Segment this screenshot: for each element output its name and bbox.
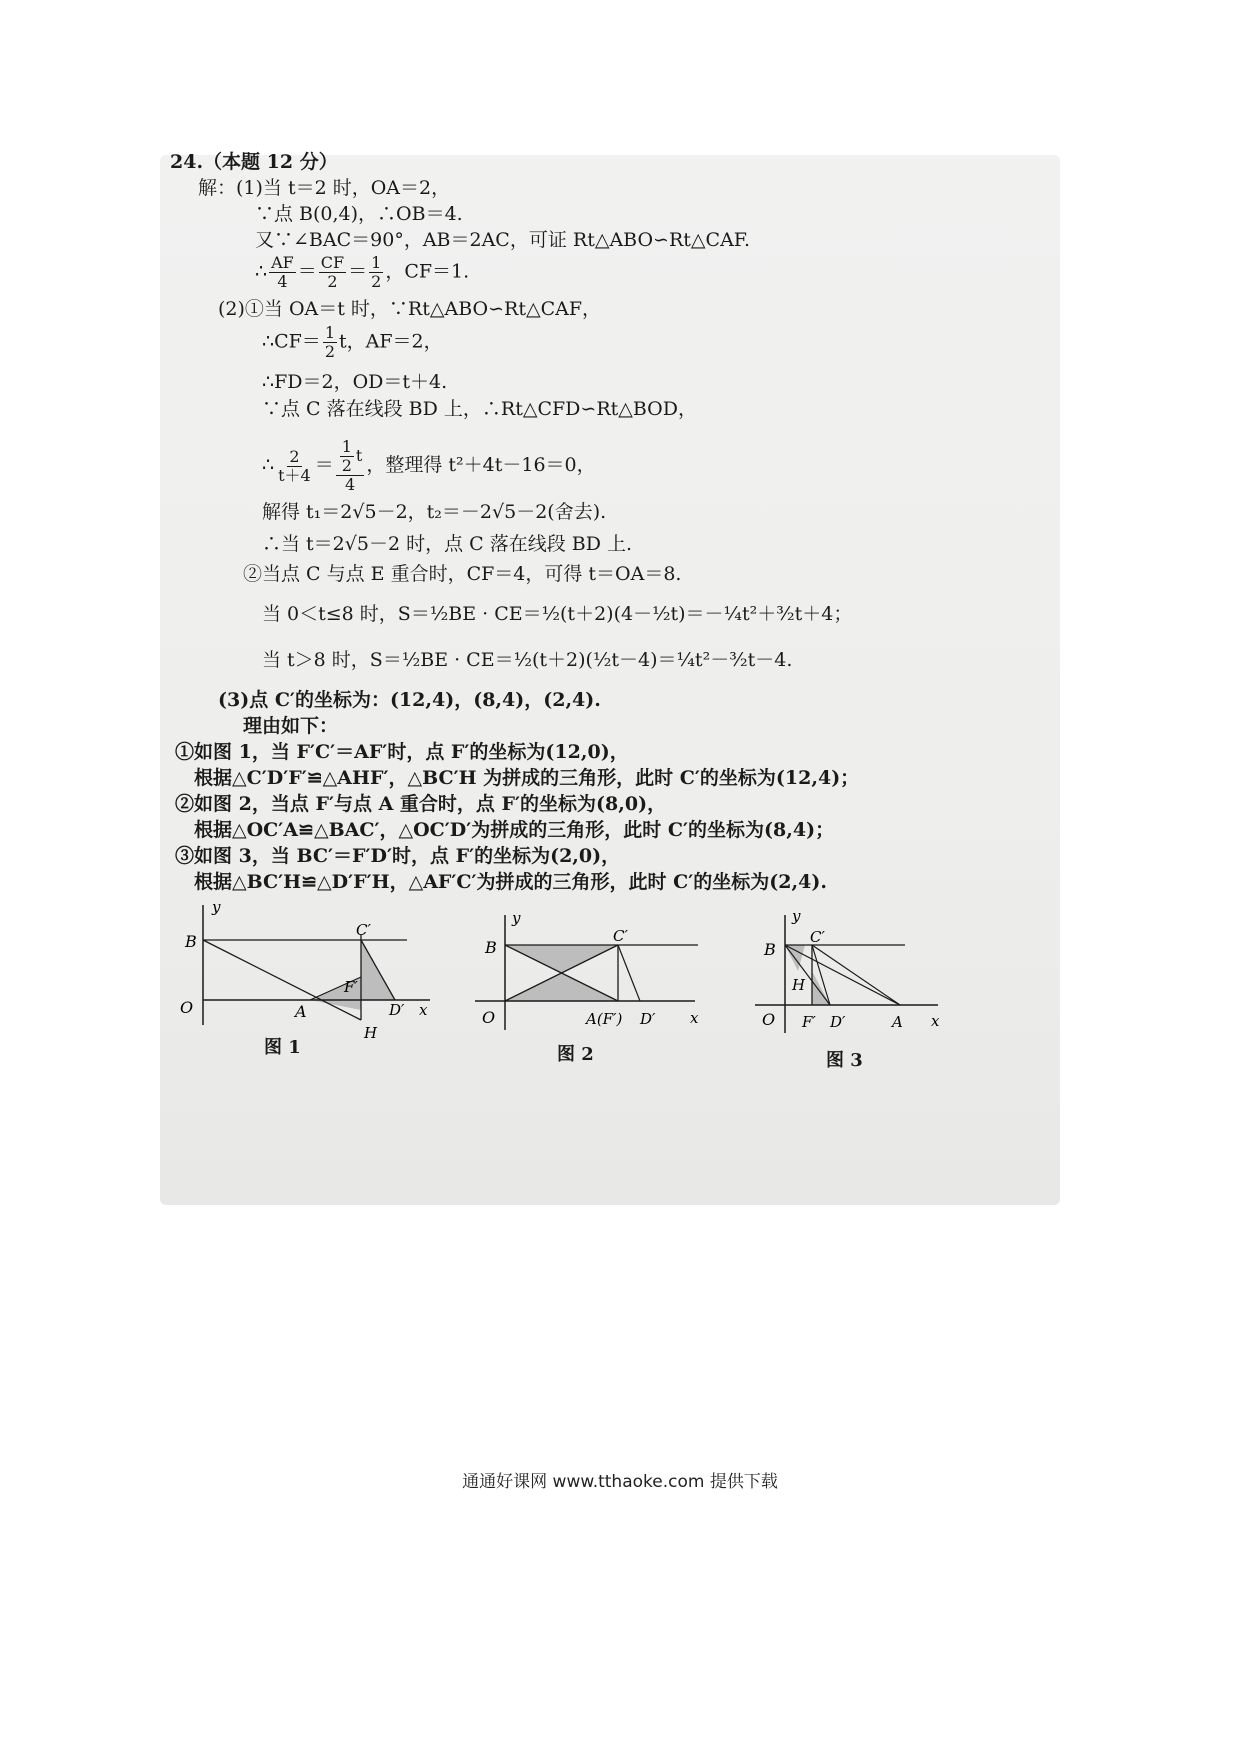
fraction-half: $\frac{1}{2}$	[324, 323, 335, 361]
fig1-label-a: A	[295, 1002, 307, 1021]
figure-3-diagram	[750, 905, 945, 1045]
part1-line-3: 又∵∠BAC＝90°，AB＝2AC，可证 Rt△ABO∽Rt△CAF.	[255, 229, 751, 251]
fig2-line-cd	[618, 945, 640, 1001]
fig1-label-h: H	[364, 1024, 378, 1042]
fraction-cf-2: $\frac{CF}{2}$	[320, 253, 345, 291]
fig3-label-c: C′	[810, 928, 825, 946]
part2-line-5: ∴ $\frac{2}{t+4}$ ＝ $\frac{1}{2}$ t 4 ，整理得 t²＋4t－16＝0，	[262, 437, 596, 494]
fig3-label-h: H	[792, 976, 806, 994]
fig3-label-o: O	[762, 1010, 776, 1029]
fig1-label-b: B	[185, 932, 197, 951]
fig3-label-f: F′	[802, 1013, 816, 1031]
part2-line-10: 当 t＞8 时，S＝½BE · CE＝½(t＋2)(½t－4)＝¼t²－³⁄₂t－4.	[262, 649, 793, 671]
figure-2-diagram	[470, 905, 720, 1040]
part2-line-4: ∵点 C 落在线段 BD 上，∴Rt△CFD∽Rt△BOD，	[262, 398, 697, 420]
fig3-line-bd	[785, 945, 830, 1005]
fraction-one-half: $\frac{1}{2}$	[371, 253, 382, 291]
reason-6: 根据△BC′H≌△D′F′H，△AF′C′为拼成的三角形，此时 C′的坐标为(2,4).	[194, 871, 827, 893]
fraction-2-over-t4: $\frac{2}{t+4}$	[278, 446, 311, 485]
part2-line-2: ∴CF＝ $\frac{1}{2}$ t，AF＝2，	[262, 323, 443, 361]
part2-line-6: 解得 t₁＝2√5－2，t₂＝－2√5－2(舍去).	[262, 501, 607, 523]
part2-line-7: ∴当 t＝2√5－2 时，点 C 落在线段 BD 上.	[262, 533, 633, 555]
figure-2-caption: 图 2	[557, 1044, 594, 1065]
fig2-label-af: A(F′)	[586, 1010, 623, 1028]
part2-line-1: (2)①当 OA＝t 时，∵Rt△ABO∽Rt△CAF，	[218, 298, 602, 320]
part1-result: ，CF＝1.	[385, 260, 470, 283]
fig3-label-a: A	[892, 1013, 903, 1031]
fig1-line-bh	[203, 940, 361, 1020]
problem-header: 24.（本题 12 分）	[170, 151, 338, 173]
reason-title: 理由如下：	[243, 715, 339, 737]
fig1-label-c: C′	[356, 921, 371, 939]
fig3-line-ba	[785, 945, 900, 1005]
fig1-label-x: x	[419, 1001, 428, 1019]
part1-fraction-line: ∴ $\frac{AF}{4}$ ＝ $\frac{CF}{2}$ ＝ $\frac{1}{2}$ ，CF＝1.	[255, 253, 470, 291]
fig1-label-d: D′	[389, 1001, 405, 1019]
fig3-label-y: y	[792, 907, 801, 925]
fig1-label-f: F′	[344, 978, 358, 996]
fig1-label-o: O	[180, 998, 194, 1017]
fraction-half-t-over-4: $\frac{1}{2}$ t 4	[336, 438, 365, 494]
part3-line: (3)点 C′的坐标为：(12,4)，(8,4)，(2,4).	[218, 689, 601, 711]
fig2-label-d: D′	[640, 1010, 656, 1028]
part2-line-8: ②当点 C 与点 E 重合时，CF＝4，可得 t＝OA＝8.	[243, 563, 682, 585]
fig2-label-o: O	[482, 1008, 496, 1027]
fig2-label-c: C′	[613, 927, 628, 945]
fig3-label-d: D′	[830, 1013, 846, 1031]
fig3-label-x: x	[931, 1012, 940, 1030]
figure-1-caption: 图 1	[264, 1037, 301, 1058]
figure-1-diagram	[175, 895, 445, 1055]
therefore-sign: ∴	[255, 260, 268, 283]
fig1-label-y: y	[212, 898, 221, 916]
fig2-label-b: B	[485, 938, 497, 957]
part2-line-9: 当 0＜t≤8 时，S＝½BE · CE＝½(t＋2)(4－½t)＝－¼t²＋³⁄₂t＋4；	[262, 603, 853, 625]
part1-line-2: ∵点 B(0,4)，∴OB＝4.	[255, 203, 463, 225]
footer-source-credit: 通通好课网 www.tthaoke.com 提供下载	[462, 1472, 778, 1492]
reason-3: ②如图 2，当点 F′与点 A 重合时，点 F′的坐标为(8,0)，	[175, 793, 667, 815]
reason-1: ①如图 1，当 F′C′＝AF′时，点 F′的坐标为(12,0)，	[175, 741, 629, 763]
fig2-label-x: x	[690, 1009, 699, 1027]
part2-line-3: ∴FD＝2，OD＝t＋4.	[262, 371, 448, 393]
reason-5: ③如图 3，当 BC′＝F′D′时，点 F′的坐标为(2,0)，	[175, 845, 621, 867]
figure-3-caption: 图 3	[826, 1050, 863, 1071]
reason-2: 根据△C′D′F′≌△AHF′，△BC′H 为拼成的三角形，此时 C′的坐标为(12,4)；	[194, 767, 860, 789]
part1-line-1: 解：(1)当 t＝2 时，OA＝2，	[198, 177, 451, 199]
fig3-label-b: B	[764, 940, 776, 959]
fig2-label-y: y	[512, 909, 521, 927]
fraction-af-4: $\frac{AF}{4}$	[271, 253, 294, 291]
reason-4: 根据△OC′A≌△BAC′，△OC′D′为拼成的三角形，此时 C′的坐标为(8,4)；	[194, 819, 835, 841]
